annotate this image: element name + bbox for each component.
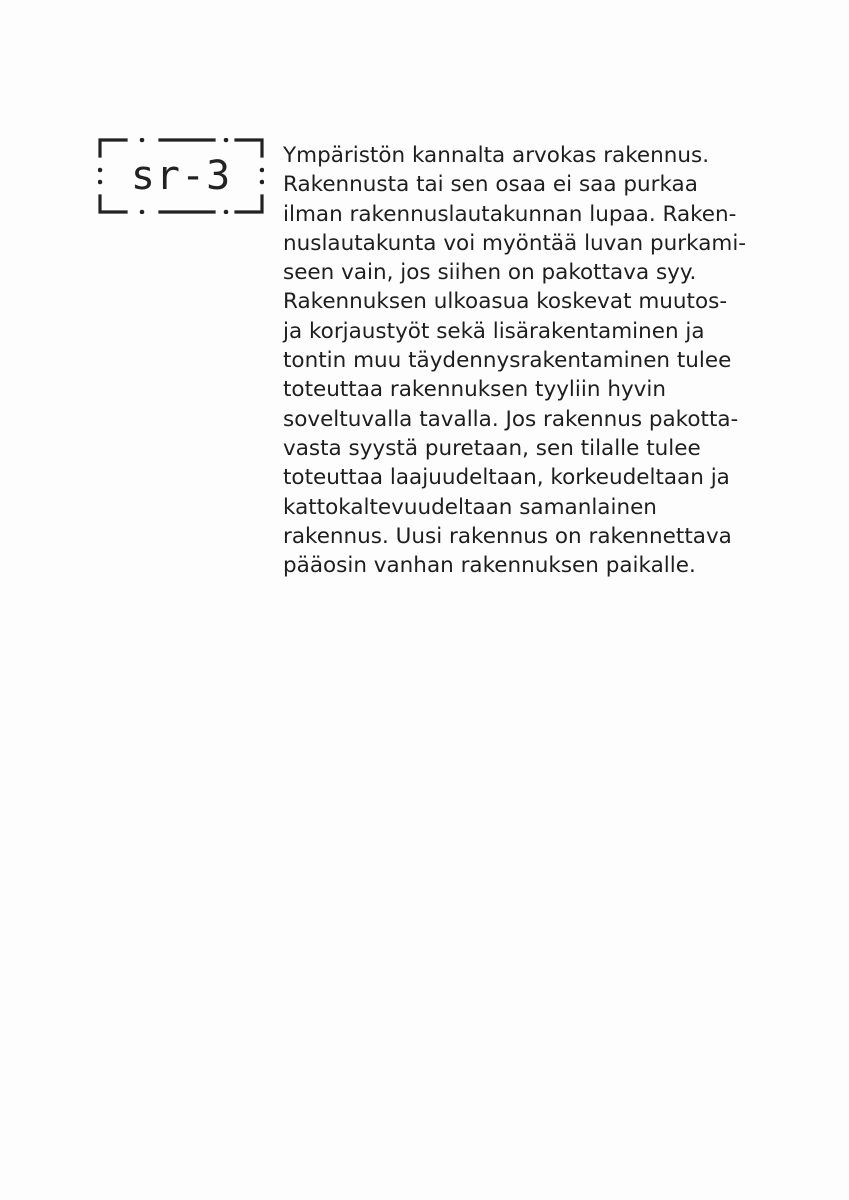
regulation-line: Ympäristön kannalta arvokas rakennus. [283, 143, 710, 168]
regulation-line: Rakennuksen ulkoasua koskevat muutos- [283, 289, 728, 315]
regulation-text-block [283, 141, 763, 580]
regulation-line: seen vain, jos siihen on pakottava syy. [283, 260, 697, 286]
regulation-line: vasta syystä puretaan, sen tilalle tulee [283, 435, 701, 461]
regulation-line: tontin muu täydennysrakentaminen tulee [283, 348, 732, 374]
regulation-line: toteuttaa rakennuksen tyyliin hyvin [283, 377, 666, 403]
regulation-line: ilman rakennuslautakunnan lupaa. Raken- [283, 201, 737, 227]
regulation-line: toteuttaa laajuudeltaan, korkeudeltaan ja [283, 465, 730, 491]
zone-code-label: sr-3 [130, 153, 232, 199]
regulation-line: rakennus. Uusi rakennus on rakennettava [283, 523, 732, 549]
regulation-line: kattokaltevuudeltaan samanlainen [283, 494, 657, 520]
regulation-line: Rakennusta tai sen osaa ei saa purkaa [283, 172, 698, 198]
regulation-line: nuslautakunta voi myöntää luvan purkami- [283, 230, 747, 256]
regulation-line: ja korjaustyöt sekä lisärakentaminen ja [283, 318, 705, 344]
zone-designation-symbol [98, 138, 264, 214]
regulation-line: pääosin vanhan rakennuksen paikalle. [283, 553, 696, 579]
regulation-line: soveltuvalla tavalla. Jos rakennus pakotta- [283, 406, 739, 432]
